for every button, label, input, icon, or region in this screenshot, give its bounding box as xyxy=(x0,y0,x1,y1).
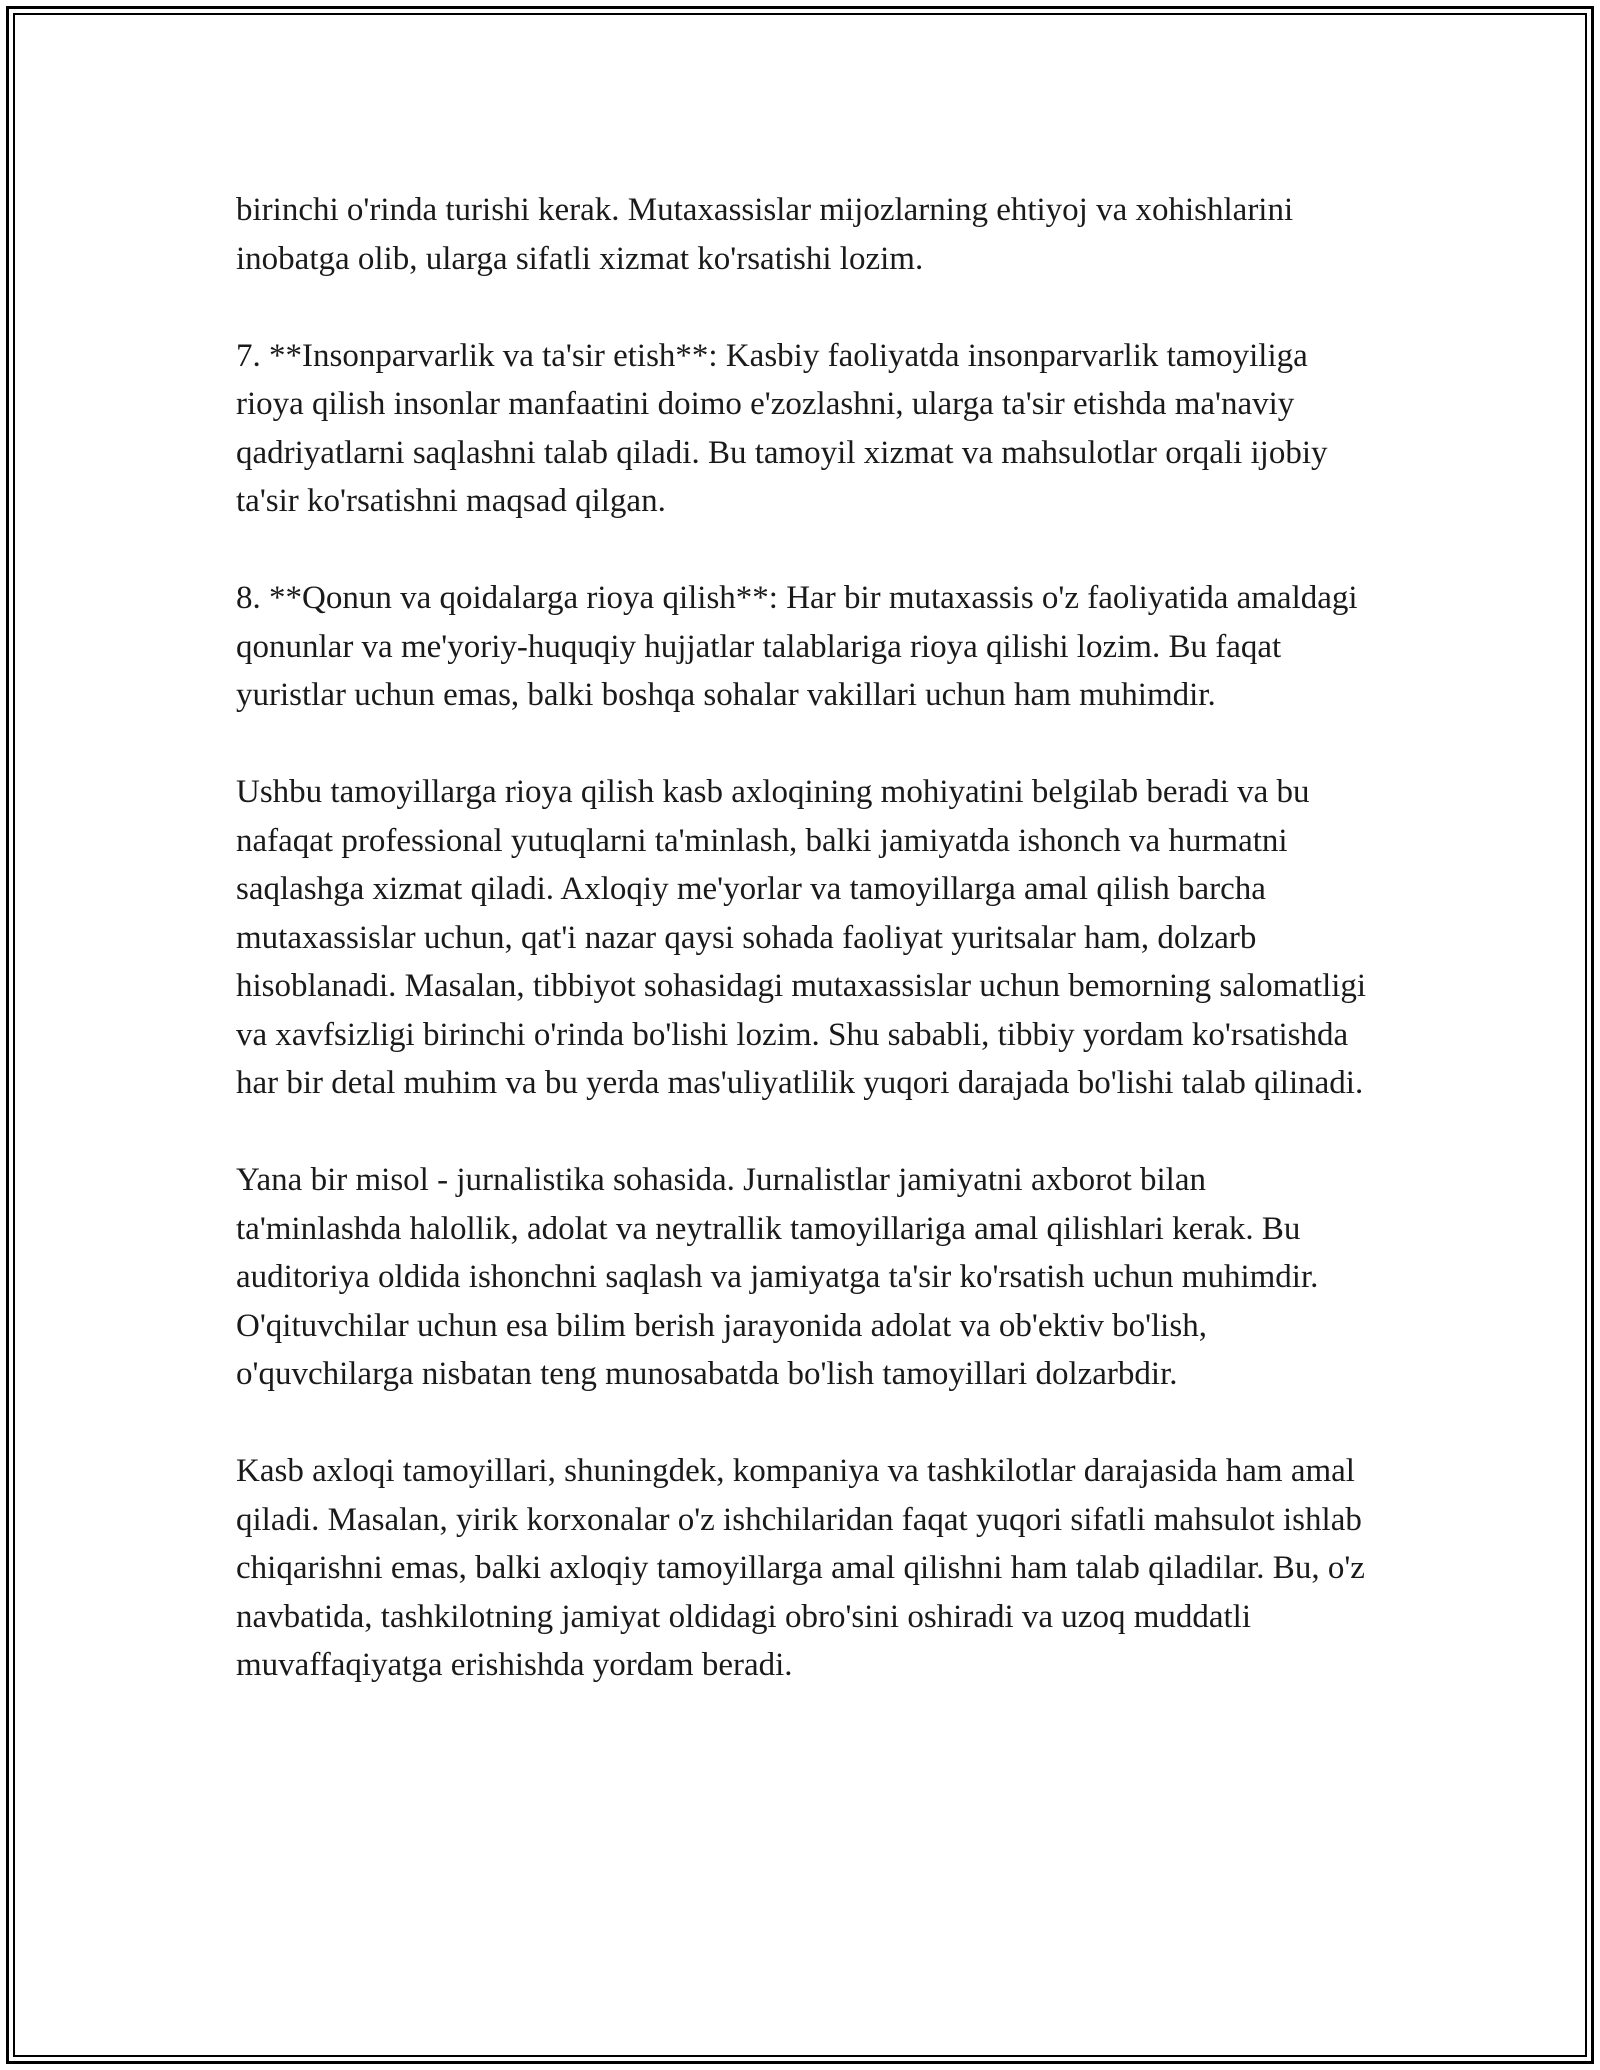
paragraph-companies: Kasb axloqi tamoyillari, shuningdek, kompaniya va tashkilotlar darajasida ham amal qiladi. Masalan, yirik korxonalar o'z ishchilaridan faqat yuqori sifatli mahsulot ishlab chiqarishni emas, balki axloqiy tamoyillarga amal qilishni ham talab qiladilar. Bu, o'z navbatida, tashkilotning jamiyat oldidagi obro'sini oshiradi va uzoq muddatli muvaffaqiyatga erishishda yordam beradi. xyxy=(236,1453,1365,1683)
paragraph-principles: Ushbu tamoyillarga rioya qilish kasb axloqining mohiyatini belgilab beradi va bu nafaqat professional yutuqlarni ta'minlash, balki jamiyatda ishonch va hurmatni saqlashga xizmat qiladi. Axloqiy me'yorlar va tamoyillarga amal qilish barcha mutaxassislar uchun, qat'i nazar qaysi sohada faoliyat yuritsalar ham, dolzarb hisoblanadi. Masalan, tibbiyot sohasidagi mutaxassislar uchun bemorning salomatligi va xavfsizligi birinchi o'rinda bo'lishi lozim. Shu sababli, tibbiy yordam ko'rsatishda har bir detal muhim va bu yerda mas'uliyatlilik yuqori darajada bo'lishi talab qilinadi. xyxy=(236,774,1367,1101)
document-body xyxy=(236,186,1376,1738)
paragraph-item-8: 8. **Qonun va qoidalarga rioya qilish**: Har bir mutaxassis o'z faoliyatida amaldagi qonunlar va me'yoriy-huquqiy hujjatlar talablariga rioya qilishi lozim. Bu faqat yuristlar uchun emas, balki boshqa sohalar vakillari uchun ham muhimdir. xyxy=(236,580,1358,713)
paragraph-item-7: 7. **Insonparvarlik va ta'sir etish**: Kasbiy faoliyatda insonparvarlik tamoyiliga rioya qilish insonlar manfaatini doimo e'zozlashni, ularga ta'sir etishda ma'naviy qadriyatlarni saqlashni talab qiladi. Bu tamoyil xizmat va mahsulotlar orqali ijobiy ta'sir ko'rsatishni maqsad qilgan. xyxy=(236,337,1328,519)
paragraph-journalism: Yana bir misol - jurnalistika sohasida. Jurnalistlar jamiyatni axborot bilan ta'minlashda halollik, adolat va neytrallik tamoyillariga amal qilishlari kerak. Bu auditoriya oldida ishonchni saqlash va jamiyatga ta'sir ko'rsatish uchun muhimdir. O'qituvchilar uchun esa bilim berish jarayonida adolat va ob'ektiv bo'lish, o'quvchilarga nisbatan teng munosabatda bo'lish tamoyillari dolzarbdir. xyxy=(236,1162,1319,1392)
paragraph-continuation: birinchi o'rinda turishi kerak. Mutaxassislar mijozlarning ehtiyoj va xohishlarini inobatga olib, ularga sifatli xizmat ko'rsatishi lozim. xyxy=(236,192,1294,277)
